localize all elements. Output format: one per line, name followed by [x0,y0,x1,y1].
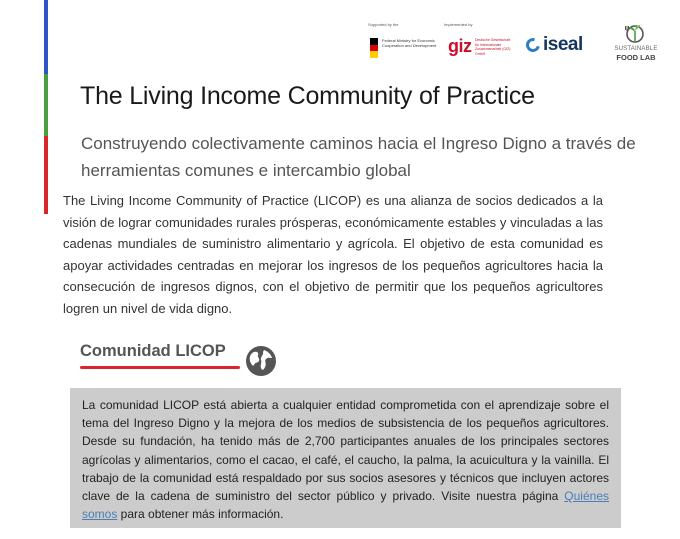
section-title-underline [80,366,240,369]
bmz-logo[interactable] [368,22,436,68]
section-title: Comunidad LICOP [80,342,226,360]
sustainable-food-lab-logo[interactable] [606,22,668,70]
page-title: The Living Income Community of Practice [80,82,535,110]
sfl-logo-line1: SUSTAINABLE [614,46,658,52]
community-info-box [70,388,621,528]
community-info-text-main: La comunidad LICOP está abierta a cualquier entidad comprometida con el aprendizaje sobre el tema del Ingreso Digno y la mejora de los medios de subsistencia de los pequeños agricultores. Desde su fundación, ha tenido más de 2,700 participantes anuales de los principales sectores agrícolas y alimentarios, como el cacao, el café, el caucho, la palma, la acuicultura y la vainilla. El trabajo de la comunidad está respaldado por sus socios asesores y técnicos que incluyen actores clave de la cadena de suministro del sector público y privado. Visite nuestra página [82,398,609,504]
community-info-text [82,396,609,523]
bmz-logo-text: Federal Ministry for Economic Cooperation and Development [382,38,437,48]
accent-bar-red [44,136,48,214]
giz-logo-mark: giz [448,36,472,56]
accent-bar-blue [44,0,48,74]
iseal-logo-text: iseal [543,34,583,55]
implemented-by-caption: Implemented by [444,22,473,27]
page-subtitle: Construyendo colectivamente caminos hacia el Ingreso Digno a través de herramientas comunes e intercambio global [81,134,636,180]
german-flag-icon [370,38,378,58]
intro-paragraph: The Living Income Community of Practice (LICOP) es una alianza de socios dedicados a la visión de lograr comunidades rurales prósperas, económicamente estables y vinculadas a las cadenas mundiales de suministro alimentario y agrícola. El objetivo de esta comunidad es apoyar actividades centradas en mejorar los ingresos de los pequeños agricultores hacia la consecución de ingresos dignos, con el objetivo de permitir que los pequeños agricultores logren un nivel de vida digno. [63,193,603,316]
sfl-logo-line2: FOOD LAB [616,53,656,62]
accent-bar-green [44,74,48,136]
sprout-fork-icon [624,22,646,44]
iseal-logo[interactable] [526,34,588,60]
supported-by-caption: Supported by the [368,22,399,27]
community-info-text-end: para obtener más información. [117,507,284,522]
iseal-ring-icon [523,35,542,54]
giz-logo-text: Deutsche Gesellschaft für Internationale Zusammenarbeit (GIZ) GmbH [475,38,511,56]
globe-icon [245,345,277,377]
partner-logos [368,22,668,70]
giz-logo[interactable] [442,22,516,68]
about-us-link[interactable]: Quiénes somos [82,489,609,522]
